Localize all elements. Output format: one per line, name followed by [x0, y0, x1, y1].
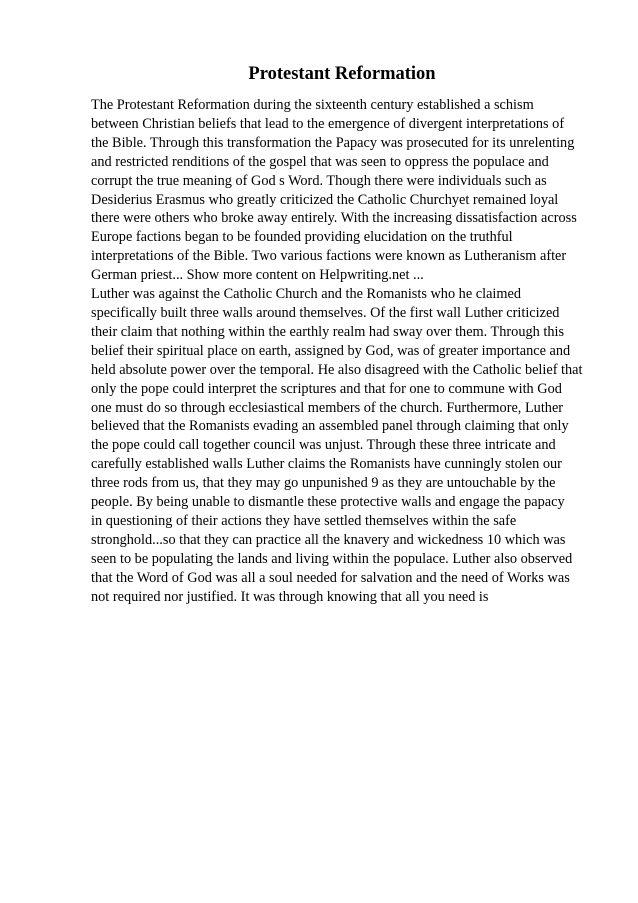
body-line: the pope could call together council was unjust. Through these three intricate and [91, 437, 556, 454]
body-line: held absolute power over the temporal. He also disagreed with the Catholic belief that [91, 361, 583, 378]
body-line: seen to be populating the lands and living within the populace. Luther also observed [91, 550, 573, 567]
body-line: one must do so through ecclesiastical members of the church. Furthermore, Luther [91, 399, 564, 416]
body-line: specifically built three walls around themselves. Of the first wall Luther criticized [91, 304, 560, 321]
body-line: only the pope could interpret the scriptures and that for one to commune with God [91, 380, 562, 397]
document-title: Protestant Reformation [248, 64, 436, 84]
body-line: their claim that nothing within the earthly realm had sway over them. Through this [91, 323, 565, 340]
body-line: interpretations of the Bible. Two various factions were known as Lutheranism after [91, 248, 567, 265]
body-line: not required nor justified. It was through knowing that all you need is [91, 588, 489, 605]
body-line: that the Word of God was all a soul needed for salvation and the need of Works was [91, 569, 570, 586]
body-line: stronghold...so that they can practice all the knavery and wickedness 10 which was [91, 531, 566, 548]
body-line: there were others who broke away entirely. With the increasing dissatisfaction across [91, 210, 577, 227]
body-line: Desiderius Erasmus who greatly criticized the Catholic Churchyet remained loyal [91, 191, 559, 208]
body-line: the Bible. Through this transformation the Papacy was prosecuted for its unrelenting [91, 134, 575, 151]
body-line: carefully established walls Luther claims the Romanists have cunningly stolen our [91, 456, 562, 473]
body-line: and restricted renditions of the gospel that was seen to oppress the populace and [91, 153, 549, 170]
body-line: belief their spiritual place on earth, assigned by God, was of greater importance and [91, 342, 571, 359]
body-line: three rods from us, that they may go unpunished 9 as they are untouchable by the [91, 475, 556, 492]
body-line: between Christian beliefs that lead to the emergence of divergent interpretations of [91, 115, 565, 132]
body-line: Europe factions began to be founded providing elucidation on the truthful [91, 229, 513, 246]
body-line: believed that the Romanists evading an assembled panel through claiming that only [91, 418, 569, 435]
body-line: German priest... Show more content on Helpwriting.net ... [91, 267, 424, 284]
body-line: in questioning of their actions they have settled themselves within the safe [91, 512, 517, 529]
body-line: The Protestant Reformation during the sixteenth century established a schism [91, 97, 534, 113]
document-body [91, 96, 591, 606]
body-line: corrupt the true meaning of God s Word. Though there were individuals such as [91, 172, 547, 189]
body-line: people. By being unable to dismantle these protective walls and engage the papacy [91, 494, 565, 511]
body-line: Luther was against the Catholic Church and the Romanists who he claimed [91, 286, 521, 303]
